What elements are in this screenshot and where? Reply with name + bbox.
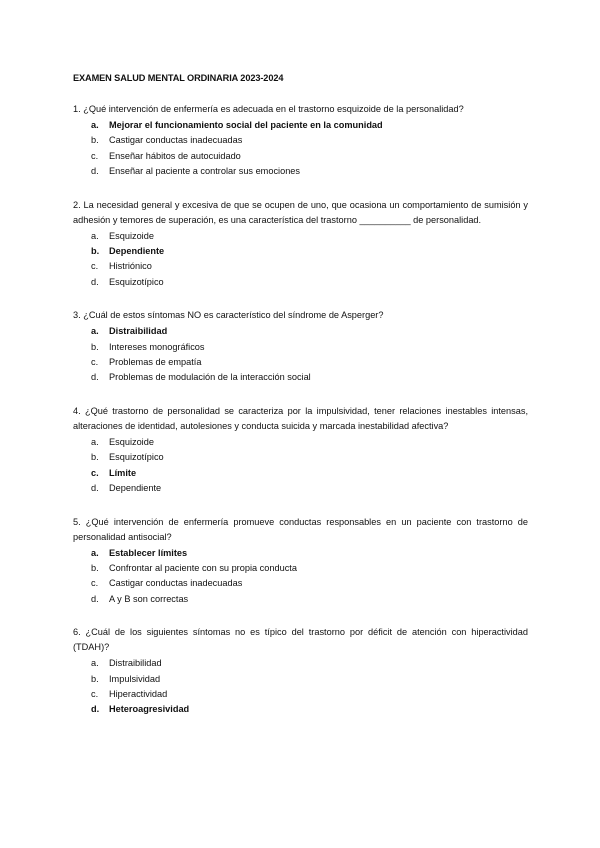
option-letter: a. [91,230,99,241]
option-text: Impulsividad [109,673,161,684]
option-text: Hiperactividad [109,688,168,699]
option-letter: b. [91,135,99,146]
option-text: Dependiente [109,246,165,257]
option-text: Intereses monográficos [109,341,205,352]
option-letter: d. [91,276,99,287]
option-item-correct [73,118,528,133]
option-letter: b. [91,562,99,573]
option-text: Distraibilidad [109,326,168,337]
option-text: Enseñar hábitos de autocuidado [109,150,241,161]
option-letter: c. [91,261,99,272]
option-text: Distraibilidad [109,658,162,669]
option-text: Esquizoide [109,230,154,241]
option-list [73,435,528,497]
question-text: 1. ¿Qué intervención de enfermería es adecuada en el trastorno esquizoide de la personalidad? [73,104,464,114]
option-list [73,118,528,180]
option-text: Problemas de empatía [109,357,202,368]
option-item [73,435,528,450]
option-item-correct [73,244,528,259]
option-letter: d. [91,372,99,383]
option-letter: d. [91,593,99,604]
option-item [73,355,528,370]
option-letter: d. [91,166,99,177]
option-item-correct [73,324,528,339]
option-item-correct [73,702,528,717]
question-text: 3. ¿Cuál de estos síntomas NO es característico del síndrome de Asperger? [73,310,384,321]
option-letter: d. [91,483,99,494]
option-letter: c. [91,150,99,161]
option-item [73,592,528,607]
option-text: Esquizotípico [109,276,164,287]
question-3 [73,308,528,386]
option-letter: a. [91,436,99,447]
option-text: Establecer límites [109,547,188,558]
option-item [73,229,528,244]
option-item [73,672,528,687]
option-letter: b. [91,341,99,352]
question-text: 5. ¿Qué intervención de enfermería promueve conductas responsables en un paciente con trastorno de personalidad antisocial? [73,516,528,542]
option-item [73,275,528,290]
option-list [73,656,528,718]
option-text: Enseñar al paciente a controlar sus emociones [109,166,301,177]
question-4 [73,404,528,497]
option-list [73,546,528,608]
option-text: Castigar conductas inadecuadas [109,135,243,146]
option-letter: b. [91,452,99,463]
option-item-correct [73,466,528,481]
option-text: Castigar conductas inadecuadas [109,578,243,589]
question-text: 4. ¿Qué trastorno de personalidad se caracteriza por la impulsividad, tener relaciones inestables intensas, alteraciones de identidad, autolesiones y conducta suicida y marcada inestabilidad afectiva? [73,405,528,431]
question-list [73,102,528,718]
option-text: Heteroagresividad [109,704,190,715]
option-letter: c. [91,578,99,589]
question-text: 2. La necesidad general y excesiva de que se ocupen de uno, que ocasiona un comportamiento de sumisión y adhesión y temores de superación, es una característica del trastorno __________ de personalidad. [73,199,528,225]
option-text: Problemas de modulación de la interacción social [109,372,311,383]
option-text: Mejorar el funcionamiento social del paciente en la comunidad [109,120,383,130]
option-item-correct [73,546,528,561]
option-item [73,164,528,179]
question-text: 6. ¿Cuál de los siguientes síntomas no es típico del trastorno por déficit de atención con hiperactividad (TDAH)? [73,627,528,653]
option-text: A y B son correctas [109,593,189,604]
option-text: Límite [109,467,137,478]
option-letter: d. [91,704,100,715]
option-letter: b. [91,673,99,684]
option-item [73,481,528,496]
option-item [73,259,528,274]
option-list [73,229,528,291]
option-item [73,656,528,671]
option-item [73,687,528,702]
exam-page [73,73,528,736]
option-letter: a. [91,120,99,130]
option-item [73,576,528,591]
option-item [73,149,528,164]
option-letter: a. [91,326,99,337]
option-item [73,450,528,465]
option-text: Histriónico [109,261,152,272]
question-1 [73,102,528,180]
question-5 [73,515,528,608]
option-letter: a. [91,658,99,669]
option-text: Confrontar al paciente con su propia conducta [109,562,297,573]
option-text: Esquizoide [109,436,154,447]
option-letter: c. [91,357,99,368]
question-6 [73,625,528,718]
option-item [73,561,528,576]
option-letter: b. [91,246,100,257]
option-list [73,324,528,386]
option-item [73,340,528,355]
option-item [73,370,528,385]
exam-title: EXAMEN SALUD MENTAL ORDINARIA 2023-2024 [73,73,284,83]
option-letter: c. [91,688,99,699]
option-item [73,133,528,148]
option-text: Dependiente [109,483,162,494]
option-letter: c. [91,467,99,478]
question-2 [73,198,528,291]
option-letter: a. [91,547,99,558]
option-text: Esquizotípico [109,452,164,463]
